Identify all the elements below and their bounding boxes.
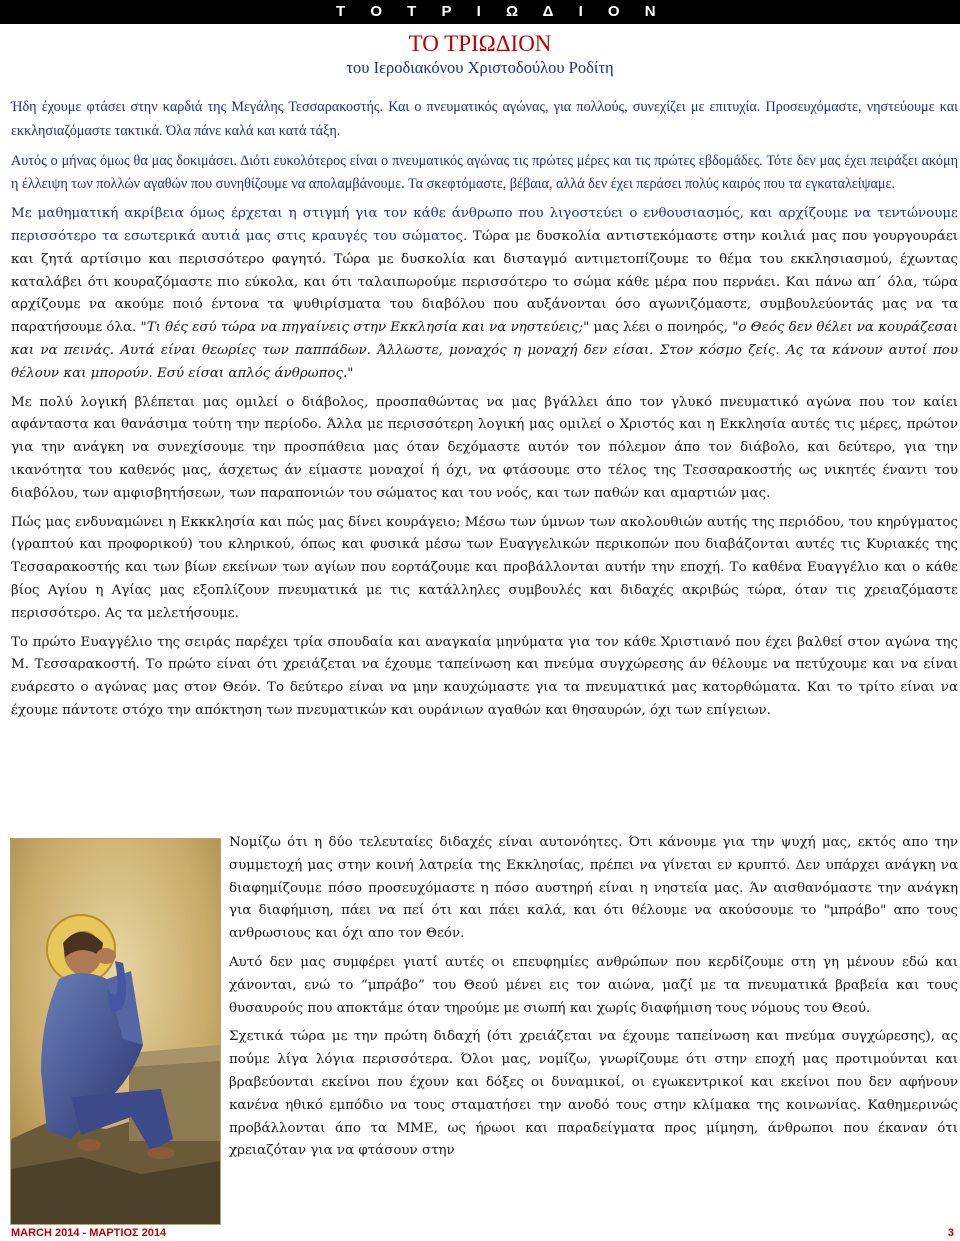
article-body	[11, 96, 958, 723]
paragraph-logic: Με πολύ λογική βλέπεται μας ομιλεί ο διάβολος, προσπαθώντας να μας βγάλλει άπο τον γλυκό πνευματικό αγώνα που τον καίει αφάνταστα και θανάσιμα τούτη την περίοδο. Άλλα με περισσότερη λογική μας ομιλεί ο Χριστός και η Εκκλησία αυτές τις μέρες, πρώτον για την ανάγκη να συνεχίσουμε την προσπάθεια μας όταν δεχόμαστε αυτόν τον πόλεμον άπο τον διάβολο, και δεύτερο, για την ικανότητα του καθενός μας, άσχετως άν είμαστε μοναχοί ή όχι, να φτάσουμε στο τέλος της Τεσσαρακοστής ως νικητές έναντι του διαβόλου, των αμφισβητήσεων, των παραπονιών του σώματος και του νοός, και των παθών και αμαρτιών μας.	[11, 394, 958, 501]
pensive-saint-icon	[10, 838, 221, 1225]
paragraph-temptation-mid: μας λέει ο πονηρός,	[589, 320, 733, 336]
paragraph-trial: Αυτός ο μήνας όμως θα μας δοκιμάσει. Διότι ευκολότερος είναι ο πνευματικός αγώνας τις πρώτες μέρες και τις πρώτες εβδομάδες. Τότε δεν μας έχει πειράξει ακόμη η έλλειψη των πολλών αγαθών που συνηθίζουμε να απολαμβάνουμε. Τα σκεφτόμαστε, βέβαια, αλλά δεν έχει περάσει πολύς καιρός που τα εγκαταλείψαμε.	[11, 152, 958, 193]
page-number: 3	[947, 1227, 954, 1239]
paragraph-self-evident: Νομίζω ότι η δύο τελευταίες διδαχές είναι αυτονόητες. Ότι κάνουμε για την ψυχή μας, εκτός απο την συμμετοχή μας στην κοινή λατρεία της Εκκλησίας, πρέπει να γίνεται εν κρυπτό. Δεν υπάρχει ανάγκη να διαφημίζουμε πόσο προσευχόμαστε η πόσο αυστηρή είναι η νηστεία μας. Άν αισθανόμαστε την ανάγκη για διαφήμιση, πάει να πεί ότι και πάει καλά, και ότι θέλουμε να ακούσουμε το "μπράβο" απο τους ανθρωσιους και όχι απο τον Θεόν.	[229, 835, 958, 942]
paragraph-church-strength: Πώς μας ενδυναμώνει η Εκκκλησία και πώς μας δίνει κουράγειο; Μέσω των ύμνων των ακολουθιών αυτής της περιόδου, του κηρύγματος (γραπτού και προφορικού) του κληρικού, όπως και φυσικά μέσω των Ευαγγελικών περικοπών που διαβάζονται αυτές τις Κυριακές της Τεσσαρακοστής και των βίων εκείνων των αγίων που εορτάζουμε και προβάλλονται αυτήν την εποχή. Το καθένα Ευαγγέλιο και ο κάθε βίος Αγίου η Αγίας μας εξοπλίζουν πνευματικά με τις κατάλληλες συμβουλές και διδαχές ακριβώς τώρα, όταν τις χρειαζόμαστε περισσότερο. Ας τα μελετήσουμε.	[11, 514, 958, 621]
paragraph-intro: Ήδη έχουμε φτάσει στην καρδιά της Μεγάλης Τεσσαρακοστής. Και ο πνευματικός αγώνας, για πολλούς, συνεχίζει με επιτυχία. Προσευχόμαστε, νηστεύουμε και εκκλησιαζόμαστε τακτικά. Όλα πάνε καλά και κατά τάξη.	[11, 99, 958, 139]
footer-date: MARCH 2014 - ΜΑΡΤΙΟΣ 2014	[11, 1227, 167, 1239]
header-banner	[0, 0, 960, 24]
article-author: του Ιεροδιακόνου Χριστοδούλου Ροδίτη	[346, 58, 614, 77]
banner-title: Τ Ο Τ Ρ Ι Ω Δ Ι Ο Ν	[336, 3, 667, 20]
paragraph-temptation	[11, 203, 958, 385]
devil-quote-2: "ο Θεός δεν θέλει να κουράζεσαι και να πεινάς. Αυτά είναι θεωρίες των παππάδων. Άλλωστε, μοναχός η μοναχή δεν είσαι. Στον κόσμο ζείς. Ας τα κάνουν αυτοί που θέλουν και μπορούν. Εσύ είσαι απλός άνθρωπος."	[11, 320, 958, 381]
devil-quote-1: "Τι θές εσύ τώρα να πηγαίνεις στην Εκκλησία και να νηστεύεις;"	[140, 320, 590, 336]
paragraph-praise: Αυτό δεν μας συμφέρει γιατί αυτές οι επευφημίες ανθρώπων που κερδίζουμε στη γη μένουν εδώ και χάνονται, ενώ το “μπράβο” του Θεού μένει εις τον αιώνα, μαζί με τα πνευματικά βραβεία και τους θυσαυρούς που αποκτάμε όταν τηρούμε με σιωπή και χωρίς διαφήμιση τους νόμους του Θεού.	[229, 954, 958, 1016]
article-body-right	[229, 832, 958, 1163]
paragraph-temptation-body: Τώρα με δυσκολία αντιστεκόμαστε στην κοιλιά μας που γουργουράει και ζητά αρτίσιμο και περισσότερο φαγητό. Τώρα με δυσκολία και δισταγμό αντιμετοπίζουμε το θέμα του εκκλησιασμού, έχωντας καταλάβει ότι κουραζόμαστε πιο εύκολα, και ότι ταλαιπωρούμε περισσότερο το σώμα κάθε μέρα που περνάει. Και πάνω απ΄ όλα, τώρα αρχίζουμε να ακούμε ποιό έντονα τα ψυθιρίσματα του διαβόλου που αυξάνονται όσο αγωνιζόμαστε, συμβουλεύοντάς μας να τα παρατήσουμε όλα.	[11, 228, 959, 336]
article-title: ΤΟ ΤΡΙΩΔΙΟΝ	[408, 31, 552, 56]
paragraph-humility: Σχετικά τώρα με την πρώτη διδαχή (ότι χρειάζεται να έχουμε ταπείνωση και πνεύμα συγχώρεσης), ας πούμε λίγα λόγια περισσότερα. Όλοι μας, νομίζω, γνωρίζουμε ότι στην εποχή μας προτιμούνται και βραβεύονται εκείνοι που έχουν και δόξες οι δυναμικοί, οι εγωκεντρικοί και εκείνοι που δεν αφήνουν κανένα ηθικό εμπόδιο να τους σταματήσει την ανοδό τους στην κλίμακα της κοινωνίας. Καθημερινώς προβάλλονται άπο τα ΜΜΕ, ως ήρωοι και παραδείγματα προς μίμηση, άνθρωποι που έκαναν ότι χρειαζόταν για να φτάσουν στην	[229, 1029, 958, 1159]
paragraph-first-gospel: Το πρώτο Ευαγγέλιο της σειράς παρέχει τρία σπουδαία και αναγκαία μηνύματα για τον κάθε Χριστιανό που έχει βαλθεί στον αγώνα της Μ. Τεσσαρακοστή. Το πρώτο είναι ότι χρειάζεται να έχουμε ταπείνωση και πνεύμα συγχώρεσης άν θέλουμε να πετύχουμε και να είναι ευάρεστο ο αγώνας μας στον Θεόν. Το δεύτερο είναι να μην καυχώμαστε για τα πνευματικά μας κατορθώματα. Και το τρίτο είναι να έχουμε πάντοτε στόχο την απόκτηση των πνευματικών και ουράνιων αγαθών και θησαυρών, όχι των επίγειων.	[11, 634, 958, 718]
paragraph-temptation-lead: Με μαθηματική ακρίβεια όμως έρχεται η στιγμή για τον κάθε άνθρωπο που λιγοστεύει ο ενθουσιασμός, και αρχίζουμε να τεντώνουμε περισσότερο τα εσωτερικά αυτιά μας στις κραυγές του σώματος.	[11, 206, 958, 244]
